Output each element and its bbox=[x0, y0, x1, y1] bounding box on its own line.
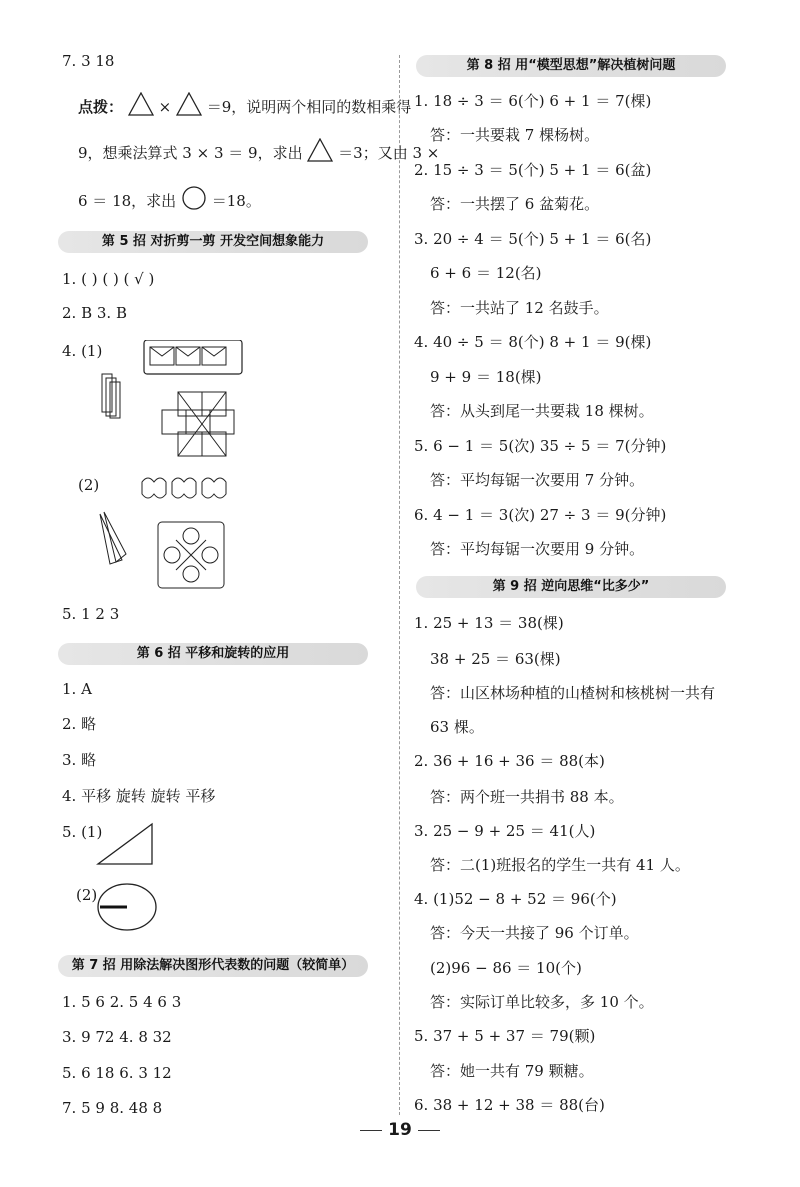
page-number bbox=[0, 1120, 800, 1140]
hint-line-1 bbox=[78, 92, 411, 118]
s9-line: 答：二(1)班报名的学生一共有 41 人。 bbox=[430, 856, 690, 874]
s9-line: 5. 37 + 5 + 37 ＝ 79(颗) bbox=[414, 1027, 596, 1045]
paper-cut-figure-1 bbox=[96, 340, 256, 460]
s9-line: 4. (1)52 − 8 + 52 ＝ 96(个) bbox=[414, 890, 617, 908]
s9-line: 3. 25 − 9 + 25 ＝ 41(人) bbox=[414, 822, 596, 840]
hint-text: ＝3；又由 3 × bbox=[338, 144, 440, 162]
section-7-header: 第 7 招 用除法解决图形代表数的问题（较简单） bbox=[58, 955, 368, 977]
s9-line: 答：两个班一共捐书 88 本。 bbox=[430, 788, 624, 806]
s7-answers-3: 5. 6 18 6. 3 12 bbox=[62, 1064, 172, 1082]
triangle-icon bbox=[176, 92, 202, 116]
paper-cut-figure-2 bbox=[96, 474, 256, 594]
section-8-header: 第 8 招 用“模型思想”解决植树问题 bbox=[416, 55, 726, 77]
s5-answer-2-3: 2. B 3. B bbox=[62, 304, 127, 322]
hint-line-2 bbox=[78, 138, 439, 164]
s9-line: 63 棵。 bbox=[430, 718, 484, 736]
s6-answer-1: 1. A bbox=[62, 680, 92, 698]
s6-answer-3: 3. 略 bbox=[62, 751, 97, 769]
s6-answer-5-1: 5. (1) bbox=[62, 823, 103, 841]
s8-line: 6 + 6 ＝ 12(名) bbox=[430, 264, 542, 282]
s6-answer-4: 4. 平移 旋转 旋转 平移 bbox=[62, 787, 216, 805]
dash-right bbox=[418, 1130, 440, 1131]
s7-answers-2: 3. 9 72 4. 8 32 bbox=[62, 1028, 172, 1046]
s6-answer-2: 2. 略 bbox=[62, 715, 97, 733]
hint-text: ＝9，说明两个相同的数相乘得 bbox=[206, 98, 412, 116]
s8-line: 3. 20 ÷ 4 ＝ 5(个) 5 + 1 ＝ 6(名) bbox=[414, 230, 652, 248]
triangle-icon bbox=[128, 92, 154, 116]
s8-line: 答：从头到尾一共要栽 18 棵树。 bbox=[430, 402, 654, 420]
s8-line: 4. 40 ÷ 5 ＝ 8(个) 8 + 1 ＝ 9(棵) bbox=[414, 333, 652, 351]
s5-answer-4-1: 4. (1) bbox=[62, 342, 103, 360]
s6-answer-5-2: (2) bbox=[76, 886, 98, 904]
s9-line: 6. 38 + 12 + 38 ＝ 88(台) bbox=[414, 1096, 605, 1114]
s8-line: 答：平均每锯一次要用 7 分钟。 bbox=[430, 471, 645, 489]
s8-line: 答：平均每锯一次要用 9 分钟。 bbox=[430, 540, 645, 558]
page-number-value: 19 bbox=[388, 1120, 412, 1140]
s8-line: 答：一共要栽 7 棵杨树。 bbox=[430, 126, 600, 144]
hint-text: ＝18。 bbox=[211, 192, 261, 210]
s8-line: 2. 15 ÷ 3 ＝ 5(个) 5 + 1 ＝ 6(盆) bbox=[414, 161, 652, 179]
section-6-header: 第 6 招 平移和旋转的应用 bbox=[58, 643, 368, 665]
s8-line: 6. 4 − 1 ＝ 3(次) 27 ÷ 3 ＝ 9(分钟) bbox=[414, 506, 667, 524]
hint-text: 6 ＝ 18，求出 bbox=[78, 192, 177, 210]
s9-line: 2. 36 + 16 + 36 ＝ 88(本) bbox=[414, 752, 605, 770]
rotated-triangle-figure bbox=[96, 822, 156, 866]
s7-answers-4: 7. 5 9 8. 48 8 bbox=[62, 1099, 163, 1117]
s8-line: 答：一共摆了 6 盆菊花。 bbox=[430, 195, 600, 213]
s9-line: 答：山区林场种植的山楂树和核桃树一共有 bbox=[430, 684, 716, 702]
s5-answer-1: 1. ( ) ( ) ( √ ) bbox=[62, 270, 155, 288]
rotated-clock-figure bbox=[96, 882, 160, 932]
s9-line: (2)96 − 86 ＝ 10(个) bbox=[430, 959, 582, 977]
triangle-icon bbox=[307, 138, 333, 162]
s7-answers-1: 1. 5 6 2. 5 4 6 3 bbox=[62, 993, 182, 1011]
s8-line: 答：一共站了 12 名鼓手。 bbox=[430, 299, 609, 317]
s9-line: 答：今天一共接了 96 个订单。 bbox=[430, 924, 639, 942]
hint-text: 9，想乘法算式 3 × 3 ＝ 9，求出 bbox=[78, 144, 303, 162]
s9-line: 答：她一共有 79 颗糖。 bbox=[430, 1062, 594, 1080]
times-sign: × bbox=[158, 98, 172, 116]
s8-line: 9 + 9 ＝ 18(棵) bbox=[430, 368, 542, 386]
s9-line: 答：实际订单比较多，多 10 个。 bbox=[430, 993, 654, 1011]
s5-answer-5: 5. 1 2 3 bbox=[62, 605, 120, 623]
answer-q7: 7. 3 18 bbox=[62, 52, 115, 70]
hint-label: 点拨： bbox=[78, 98, 124, 116]
s9-line: 38 + 25 ＝ 63(棵) bbox=[430, 650, 561, 668]
section-5-header: 第 5 招 对折剪一剪 开发空间想象能力 bbox=[58, 231, 368, 253]
s5-answer-4-2: (2) bbox=[78, 476, 100, 494]
s9-line: 1. 25 + 13 ＝ 38(棵) bbox=[414, 614, 564, 632]
hint-line-3 bbox=[78, 186, 261, 212]
dash-left bbox=[360, 1130, 382, 1131]
column-divider bbox=[399, 55, 400, 1115]
s8-line: 1. 18 ÷ 3 ＝ 6(个) 6 + 1 ＝ 7(棵) bbox=[414, 92, 652, 110]
circle-icon bbox=[181, 186, 207, 210]
section-9-header: 第 9 招 逆向思维“比多少” bbox=[416, 576, 726, 598]
s8-line: 5. 6 − 1 ＝ 5(次) 35 ÷ 5 ＝ 7(分钟) bbox=[414, 437, 667, 455]
